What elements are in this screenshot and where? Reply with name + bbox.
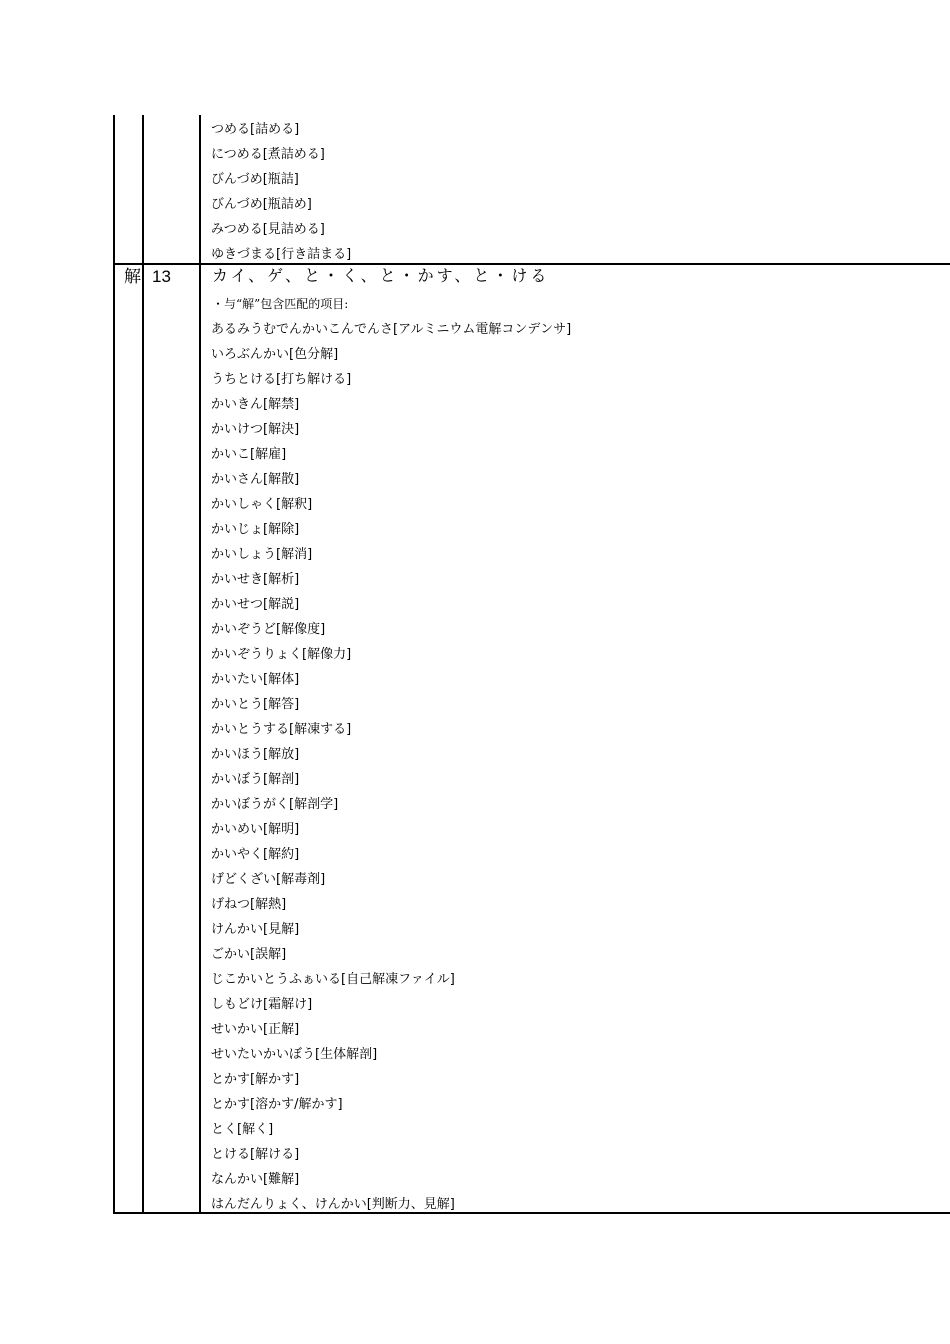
entry-item: せいたいかいぼう[生体解剖]: [211, 1047, 378, 1062]
entry-item: かいしゃく[解釈]: [211, 497, 313, 512]
entry-item: びんづめ[瓶詰め]: [211, 197, 312, 212]
table-col-divider-1: [142, 115, 144, 1214]
entry-item: かいせつ[解説]: [211, 597, 300, 612]
entry-item: かいこ[解雇]: [211, 447, 287, 462]
kanji-character: 解: [124, 267, 141, 287]
kanji-readings: カイ、ゲ、と・く、と・かす、と・ける: [212, 266, 550, 285]
entry-item: かいぼうがく[解剖学]: [211, 797, 339, 812]
entry-item: かいほう[解放]: [211, 747, 300, 762]
entry-item: げねつ[解熱]: [211, 897, 287, 912]
entry-item: かいけつ[解決]: [211, 422, 300, 437]
entry-item: かいしょう[解消]: [211, 547, 313, 562]
entry-item: じこかいとうふぁいる[自己解凍ファイル]: [211, 972, 455, 987]
entry-item: せいかい[正解]: [211, 1022, 300, 1037]
kanji-entry-list: [211, 317, 571, 1217]
entry-item: とく[解く]: [211, 1122, 274, 1137]
entry-item: つめる[詰める]: [211, 122, 300, 137]
entry-item: びんづめ[瓶詰]: [211, 172, 299, 187]
entry-item: かいとうする[解凍する]: [211, 722, 352, 737]
table-left-border: [113, 115, 115, 1214]
entry-item: しもどけ[霜解け]: [211, 997, 313, 1012]
entry-item: はんだんりょく、けんかい[判断力、見解]: [211, 1197, 455, 1212]
entry-item: ごかい[誤解]: [211, 947, 287, 962]
entry-item: げどくざい[解毒剤]: [211, 872, 326, 887]
entry-item: かいめい[解明]: [211, 822, 300, 837]
previous-row-entry-list: [211, 117, 351, 267]
entry-item: につめる[煮詰める]: [211, 147, 325, 162]
entry-item: かいぞうど[解像度]: [211, 622, 326, 637]
entry-item: みつめる[見詰める]: [211, 222, 325, 237]
stroke-count: 13: [152, 267, 171, 286]
entry-item: とける[解ける]: [211, 1147, 300, 1162]
entry-item: かいたい[解体]: [211, 672, 300, 687]
entry-item: かいきん[解禁]: [211, 397, 300, 412]
entry-item: とかす[溶かす/解かす]: [211, 1097, 343, 1112]
entry-item: なんかい[難解]: [211, 1172, 300, 1187]
entry-item: かいぞうりょく[解像力]: [211, 647, 352, 662]
entry-item: いろぶんかい[色分解]: [211, 347, 339, 362]
entry-item: けんかい[見解]: [211, 922, 300, 937]
entry-item: かいぼう[解剖]: [211, 772, 300, 787]
entry-item: かいやく[解約]: [211, 847, 300, 862]
entry-item: あるみうむでんかいこんでんさ[アルミニウム電解コンデンサ]: [211, 322, 572, 337]
entry-item: かいさん[解散]: [211, 472, 300, 487]
entry-item: とかす[解かす]: [211, 1072, 300, 1087]
entry-item: かいじょ[解除]: [211, 522, 300, 537]
entry-item: ゆきづまる[行き詰まる]: [211, 247, 352, 262]
entry-item: うちとける[打ち解ける]: [211, 372, 352, 387]
table-col-divider-2: [199, 115, 201, 1214]
entry-item: かいとう[解答]: [211, 697, 300, 712]
match-heading: ・与“解”包含匹配的项目:: [212, 297, 349, 311]
entry-item: かいせき[解析]: [211, 572, 300, 587]
